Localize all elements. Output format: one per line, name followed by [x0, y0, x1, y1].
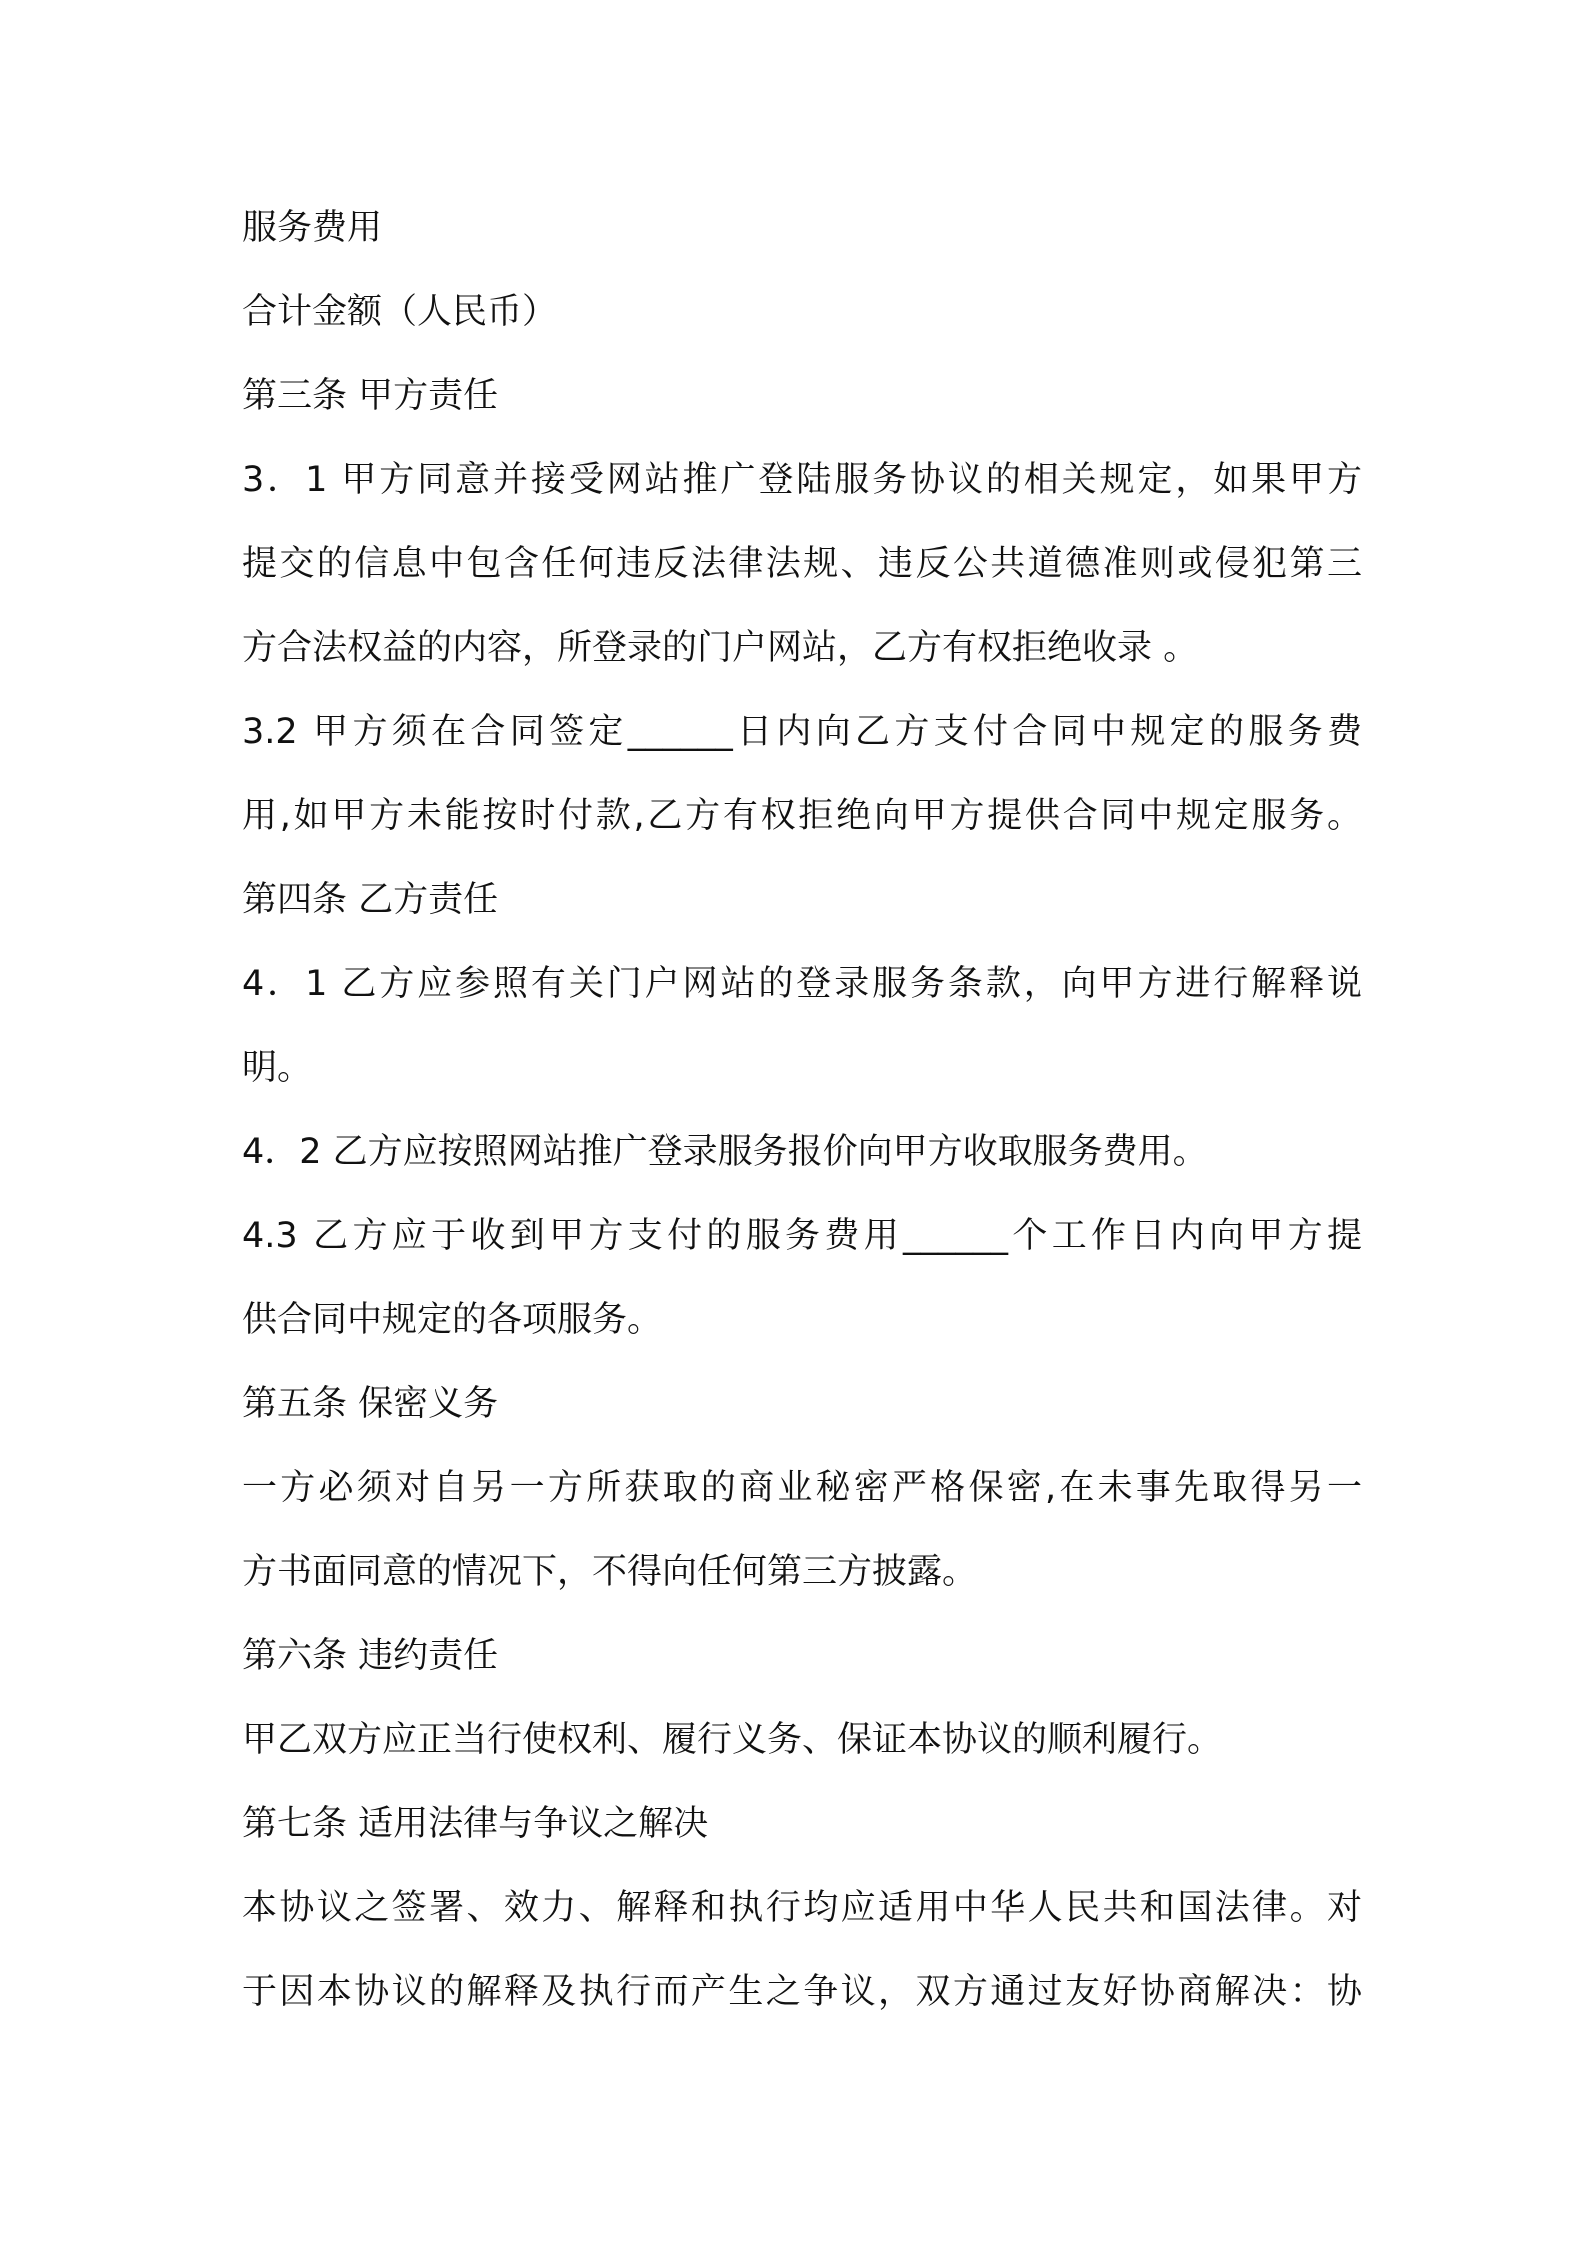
clause-4-2: 4．2 乙方应按照网站推广登录服务报价向甲方收取服务费用。 — [242, 1132, 1208, 1172]
clause-4-1-line-1: 4．1 乙方应参照有关门户网站的登录服务条款，向甲方进行解释说 — [242, 964, 1362, 1004]
clause-3-1-line-1: 3．1 甲方同意并接受网站推广登陆服务协议的相关规定，如果甲方 — [242, 460, 1362, 500]
article-7-line-2: 于因本协议的解释及执行而产生之争议，双方通过友好协商解决：协 — [242, 1972, 1362, 2012]
article-6-text: 甲乙双方应正当行使权利、履行义务、保证本协议的顺利履行。 — [242, 1720, 1223, 1760]
clause-3-2-line-2: 用,如甲方未能按时付款,乙方有权拒绝向甲方提供合同中规定服务。 — [242, 796, 1362, 836]
clause-3-1-line-3: 方合法权益的内容，所登录的门户网站，乙方有权拒绝收录 。 — [242, 628, 1199, 668]
heading-article-6: 第六条 违约责任 — [242, 1636, 499, 1676]
heading-article-4: 第四条 乙方责任 — [242, 880, 499, 920]
heading-article-3: 第三条 甲方责任 — [242, 376, 499, 416]
article-7-line-1: 本协议之签署、效力、解释和执行均应适用中华人民共和国法律。对 — [242, 1888, 1362, 1928]
clause-4-3-line-2: 供合同中规定的各项服务。 — [242, 1300, 663, 1340]
clause-3-1-line-2: 提交的信息中包含任何违反法律法规、违反公共道德准则或侵犯第三 — [242, 544, 1362, 584]
clause-3-2-line-1: 3.2 甲方须在合同签定______日内向乙方支付合同中规定的服务费 — [242, 712, 1362, 752]
article-5-line-2: 方书面同意的情况下，不得向任何第三方披露。 — [242, 1552, 978, 1592]
clause-4-1-line-2: 明。 — [242, 1048, 313, 1088]
line-total-amount: 合计金额（人民币） — [242, 292, 558, 332]
heading-article-5: 第五条 保密义务 — [242, 1384, 499, 1424]
article-5-line-1: 一方必须对自另一方所获取的商业秘密严格保密,在未事先取得另一 — [242, 1468, 1362, 1508]
heading-article-7: 第七条 适用法律与争议之解决 — [242, 1804, 709, 1844]
clause-4-3-line-1: 4.3 乙方应于收到甲方支付的服务费用______个工作日内向甲方提 — [242, 1216, 1362, 1256]
line-service-fee: 服务费用 — [242, 208, 383, 248]
